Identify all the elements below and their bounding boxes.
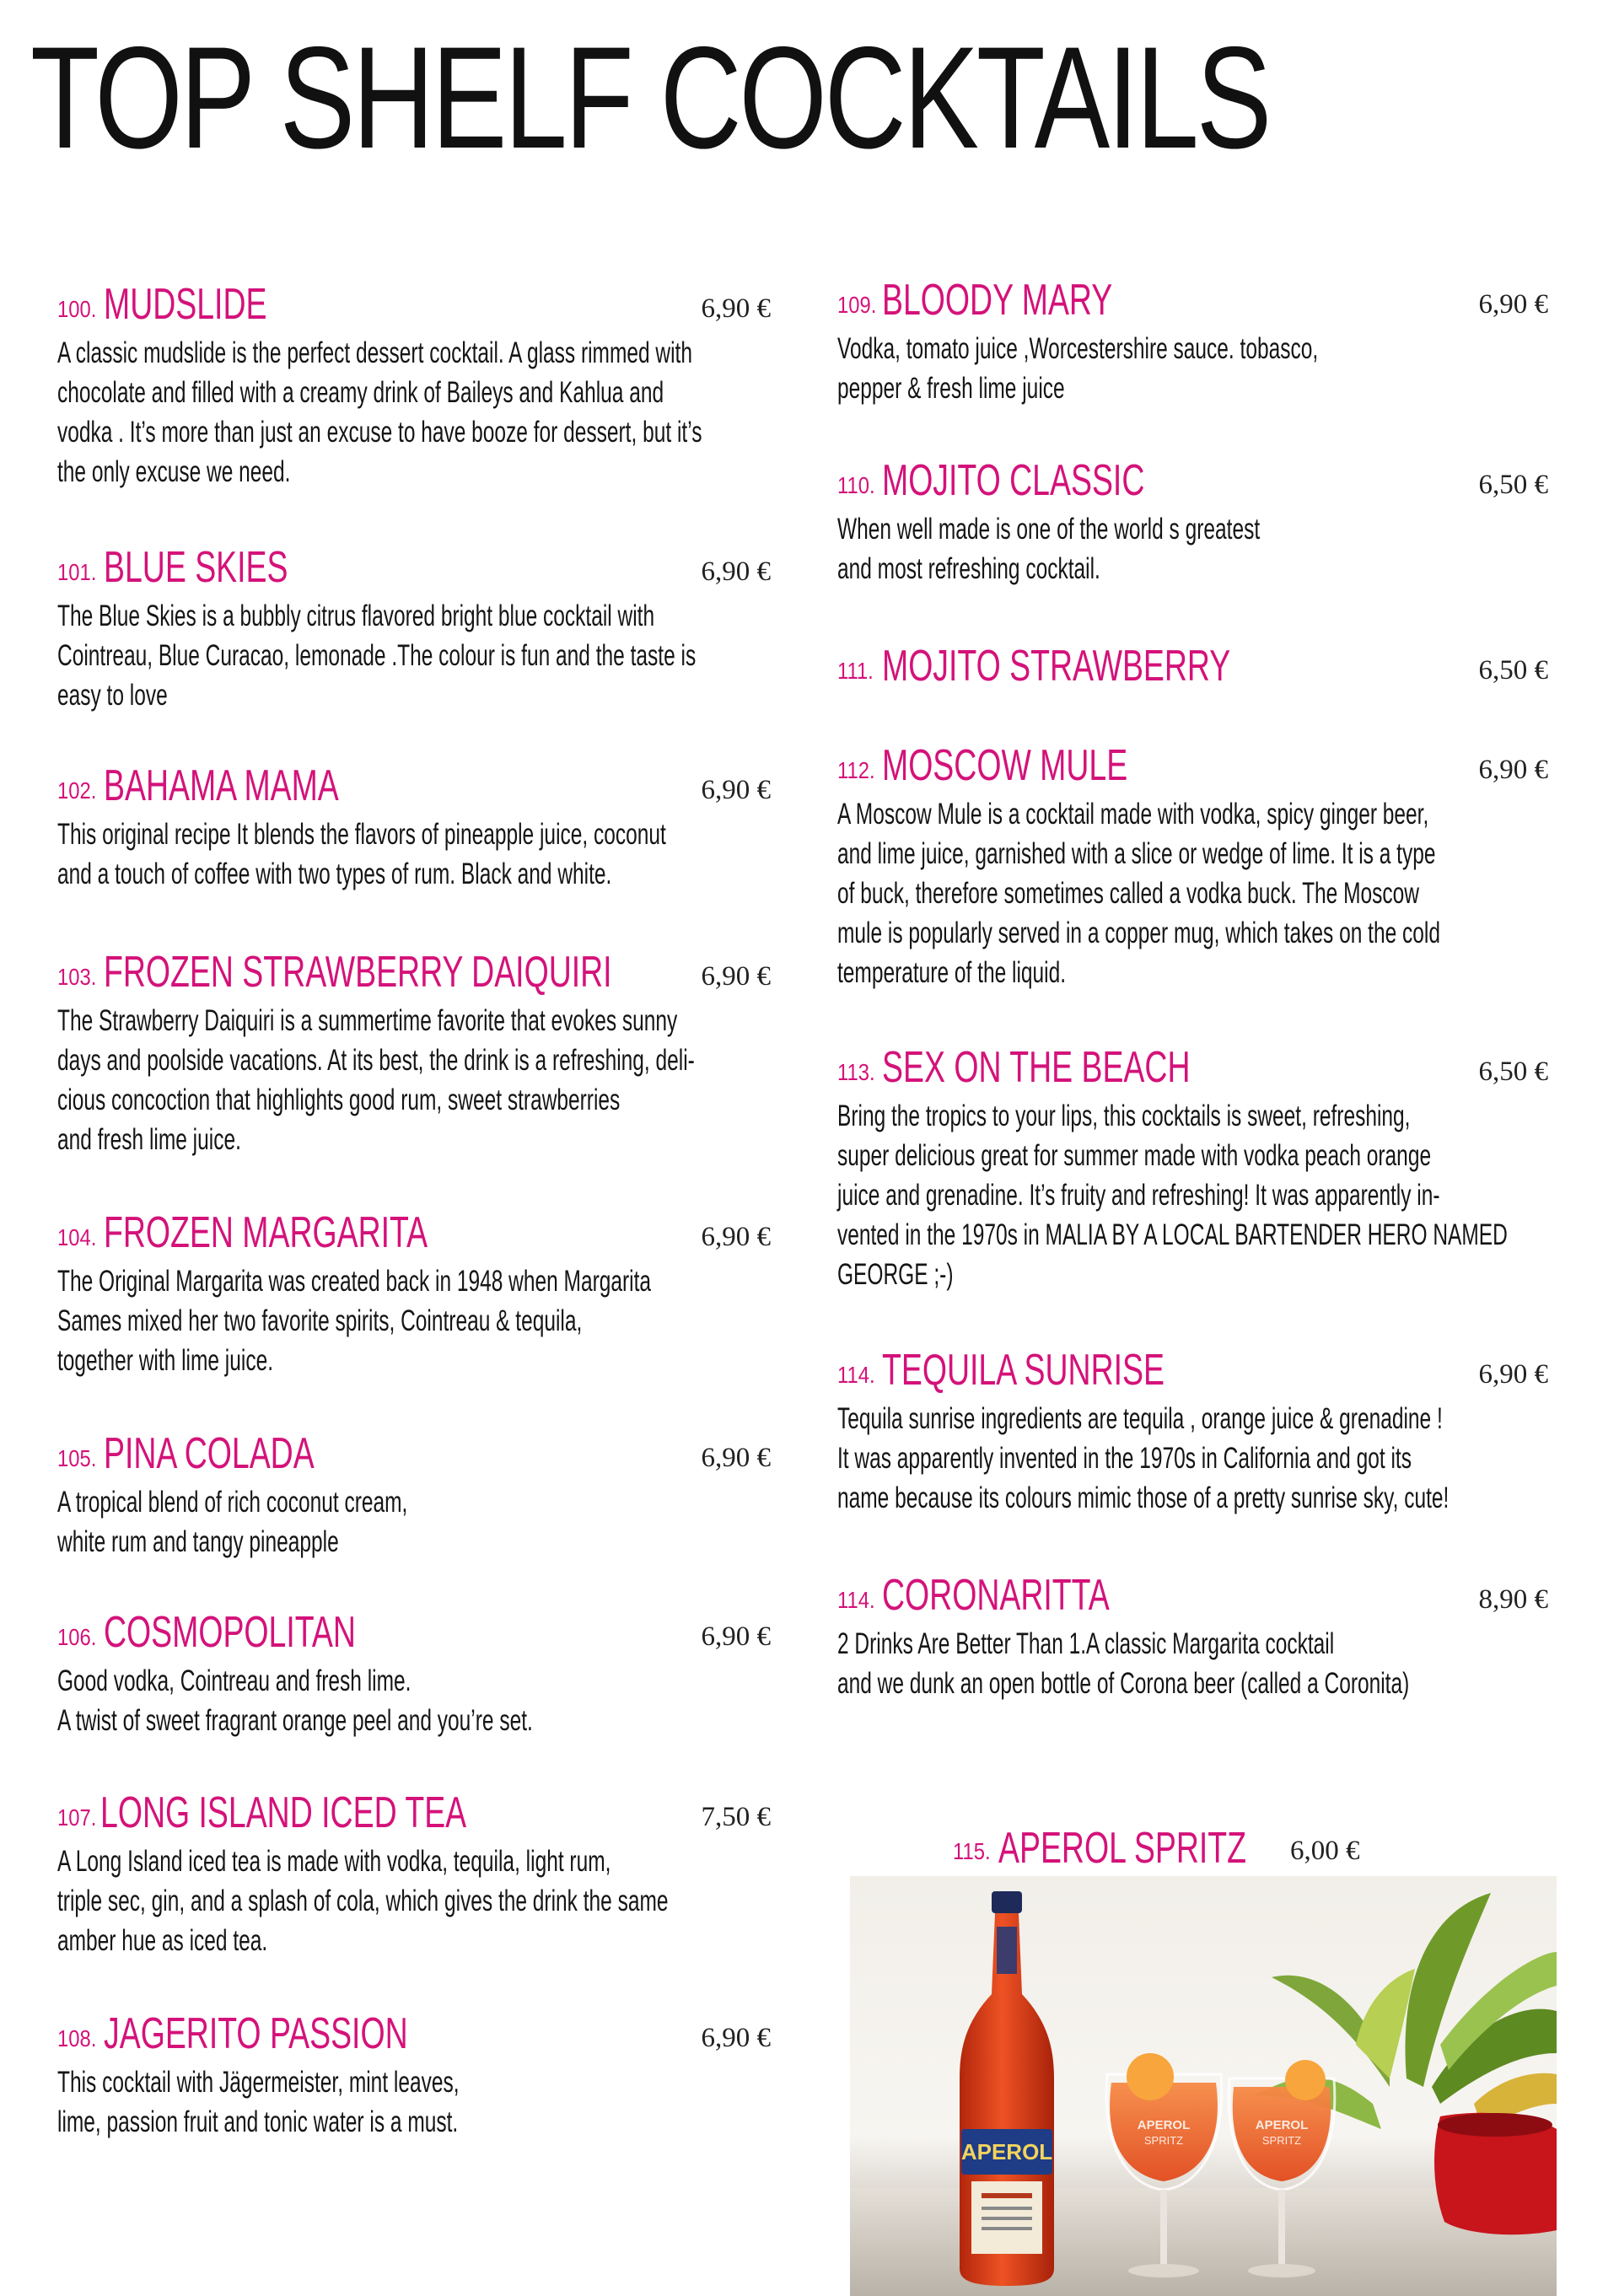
description-line: easy to love — [57, 679, 168, 712]
item-number: 112. — [837, 757, 875, 783]
item-price: 6,50 € — [1478, 1057, 1548, 1087]
description-line: The Strawberry Daiquiri is a summertime favorite that evokes sunny — [57, 1004, 678, 1037]
glass-sublabel: SPRITZ — [1143, 2134, 1184, 2147]
description-line: Tequila sunrise ingredients are tequila , orange juice & grenadine ! — [837, 1402, 1443, 1435]
description-line: and we dunk an open bottle of Corona beer (called a Coronita) — [837, 1667, 1410, 1700]
item-header — [837, 1572, 1548, 1621]
item-header — [57, 2009, 771, 2059]
description-line: and fresh lime juice. — [57, 1123, 241, 1156]
item-name: CORONARITTA — [882, 1571, 1110, 1620]
menu-item — [837, 1347, 1548, 1518]
description-line: A Long Island iced tea is made with vodka, tequila, light rum, — [57, 1845, 611, 1878]
item-header — [837, 643, 1548, 691]
item-number: 113. — [837, 1059, 875, 1085]
item-number: 106. — [57, 1624, 97, 1650]
item-header — [837, 1044, 1548, 1093]
item-number: 107. — [57, 1804, 97, 1831]
description-line: white rum and tangy pineapple — [57, 1525, 339, 1558]
description-line: vented in the 1970s in MALIA BY A LOCAL BARTENDER HERO NAMED — [837, 1218, 1508, 1251]
item-description — [57, 1261, 652, 1380]
item-price: 6,50 € — [1478, 470, 1548, 500]
menu-item — [57, 2009, 771, 2142]
item-name: COSMOPOLITAN — [104, 1608, 356, 1657]
item-description — [837, 329, 1335, 408]
menu-item — [57, 948, 771, 1159]
description-line: the only excuse we need. — [57, 455, 291, 488]
item-header — [57, 1208, 771, 1258]
glass-sublabel: SPRITZ — [1261, 2134, 1302, 2147]
description-line: 2 Drinks Are Better Than 1.A classic Margarita cocktail — [837, 1627, 1335, 1660]
item-description — [837, 794, 1440, 992]
item-name: BLOODY MARY — [882, 276, 1113, 325]
item-price: 6,90 € — [1478, 755, 1548, 785]
item-header — [837, 1347, 1548, 1395]
description-line: cious concoction that highlights good rum, sweet strawberries — [57, 1083, 621, 1116]
description-line: and lime juice, garnished with a slice or wedge of lime. It is a type — [837, 837, 1436, 870]
item-description — [57, 1661, 553, 1740]
menu-item — [837, 742, 1548, 992]
item-name: APEROL SPRITZ — [998, 1824, 1247, 1873]
item-name: BAHAMA MAMA — [104, 761, 339, 810]
item-number: 105. — [57, 1445, 97, 1471]
item-header — [57, 1788, 771, 1838]
item-number: 111. — [837, 658, 874, 684]
item-price: 6,90 € — [701, 2023, 771, 2053]
description-line: vodka . It’s more than just an excuse to have booze for dessert, but it’s — [57, 416, 702, 449]
item-description — [57, 1842, 669, 1960]
item-description — [837, 1096, 1508, 1294]
description-line: and most refreshing cocktail. — [837, 552, 1100, 585]
item-number: 100. — [57, 296, 97, 322]
item-description — [837, 1399, 1450, 1518]
aperol-photo — [850, 1876, 1557, 2296]
item-price: 6,90 € — [701, 961, 771, 992]
item-name: BLUE SKIES — [104, 543, 288, 592]
item-description — [57, 333, 702, 492]
item-name: LONG ISLAND ICED TEA — [100, 1788, 467, 1837]
description-line: This original recipe It blends the flavors of pineapple juice, coconut — [57, 818, 666, 851]
item-header — [57, 543, 771, 593]
description-line: super delicious great for summer made with vodka peach orange — [837, 1139, 1432, 1172]
menu-item — [837, 457, 1548, 589]
item-name: JAGERITO PASSION — [104, 2009, 408, 2058]
item-price: 6,90 € — [701, 557, 771, 587]
item-price: 6,90 € — [701, 1222, 771, 1252]
description-line: lime, passion fruit and tonic water is a must. — [57, 2105, 459, 2138]
item-number: 104. — [57, 1224, 97, 1250]
description-line: It was apparently invented in the 1970s in California and got its — [837, 1442, 1412, 1475]
aperol-bottle-icon — [960, 1891, 1054, 2286]
description-line: Good vodka, Cointreau and fresh lime. — [57, 1664, 411, 1697]
item-name: PINA COLADA — [104, 1429, 315, 1478]
description-line: Vodka, tomato juice ,Worcestershire sauce. tobasco, — [837, 332, 1319, 365]
description-line: The Blue Skies is a bubbly citrus flavored bright blue cocktail with — [57, 600, 655, 632]
menu-item — [57, 761, 771, 894]
glass-label: APEROL — [1137, 2118, 1191, 2132]
item-price: 6,90 € — [701, 1443, 771, 1473]
item-header — [57, 1608, 771, 1658]
item-description — [57, 2062, 553, 2142]
item-header — [837, 742, 1548, 791]
description-line: of buck, therefore sometimes called a vodka buck. The Moscow — [837, 877, 1419, 910]
item-price: 6,90 € — [701, 1621, 771, 1652]
menu-item — [57, 280, 771, 492]
item-header — [57, 1429, 771, 1479]
item-price: 6,90 € — [1478, 289, 1548, 320]
description-line: The Original Margarita was created back in 1948 when Margarita — [57, 1265, 652, 1298]
description-line: juice and grenadine. It’s fruity and refreshing! It was apparently in- — [837, 1179, 1440, 1212]
menu-item — [57, 543, 771, 715]
item-number: 102. — [57, 777, 97, 804]
item-price: 6,50 € — [1478, 655, 1548, 686]
description-line: and a touch of coffee with two types of rum. Black and white. — [57, 858, 612, 890]
description-line: A classic mudslide is the perfect dessert cocktail. A glass rimmed with — [57, 336, 692, 369]
description-line: triple sec, gin, and a splash of cola, which gives the drink the same — [57, 1885, 669, 1917]
menu-item — [57, 1429, 771, 1562]
item-name: TEQUILA SUNRISE — [882, 1346, 1164, 1395]
item-price: 8,90 € — [1478, 1584, 1548, 1615]
item-name: MUDSLIDE — [104, 280, 267, 329]
menu-item — [57, 1208, 771, 1380]
item-price: 6,90 € — [701, 775, 771, 805]
featured-item-header — [953, 1820, 1391, 1874]
description-line: name because its colours mimic those of a pretty sunrise sky, cute! — [837, 1481, 1450, 1514]
item-name: MOJITO CLASSIC — [882, 456, 1145, 505]
description-line: Cointreau, Blue Curacao, lemonade .The colour is fun and the taste is — [57, 639, 697, 672]
description-line: Bring the tropics to your lips, this cocktails is sweet, refreshing, — [837, 1100, 1411, 1132]
item-number: 114. — [837, 1587, 875, 1613]
description-line: When well made is one of the world s greatest — [837, 513, 1261, 546]
item-price: 7,50 € — [701, 1802, 771, 1832]
item-price: 6,90 € — [1478, 1359, 1548, 1390]
item-number: 114. — [837, 1362, 875, 1388]
description-line: A Moscow Mule is a cocktail made with vodka, spicy ginger beer, — [837, 798, 1429, 831]
menu-item — [57, 1788, 771, 1960]
menu-item — [837, 277, 1548, 408]
item-name: FROZEN MARGARITA — [104, 1208, 428, 1257]
item-number: 108. — [57, 2025, 97, 2051]
item-name: FROZEN STRAWBERRY DAIQUIRI — [104, 948, 612, 997]
description-line: days and poolside vacations. At its best, the drink is a refreshing, deli- — [57, 1044, 695, 1077]
menu-item — [837, 643, 1548, 691]
description-line: GEORGE ;-) — [837, 1258, 954, 1291]
item-number: 101. — [57, 559, 97, 585]
description-line: Sames mixed her two favorite spirits, Cointreau & tequila, — [57, 1304, 583, 1337]
description-line: amber hue as iced tea. — [57, 1924, 268, 1957]
item-number: 103. — [57, 964, 97, 990]
item-description — [57, 1482, 553, 1562]
menu-item — [57, 1608, 771, 1740]
item-header — [57, 280, 771, 330]
menu-item — [837, 1572, 1548, 1703]
item-name: SEX ON THE BEACH — [882, 1043, 1191, 1092]
item-number: 115. — [953, 1838, 991, 1864]
item-name: MOJITO STRAWBERRY — [882, 642, 1231, 691]
item-number: 110. — [837, 472, 875, 498]
description-line: together with lime juice. — [57, 1344, 274, 1377]
description-line: A tropical blend of rich coconut cream, — [57, 1486, 408, 1519]
page-title: TOP SHELF COCKTAILS — [30, 17, 1270, 179]
item-description — [57, 1001, 695, 1159]
item-description — [57, 596, 697, 715]
bottle-label: APEROL — [960, 2139, 1053, 2164]
description-line: pepper & fresh lime juice — [837, 372, 1065, 405]
description-line: mule is popularly served in a copper mug, which takes on the cold — [837, 917, 1440, 949]
item-description — [57, 815, 666, 894]
description-line: A twist of sweet fragrant orange peel and you’re set. — [57, 1704, 533, 1737]
item-header — [57, 948, 771, 997]
item-number: 109. — [837, 292, 877, 318]
glass-label: APEROL — [1255, 2118, 1309, 2132]
item-description — [837, 1624, 1410, 1703]
item-name: MOSCOW MULE — [882, 741, 1128, 790]
menu-item — [837, 1044, 1548, 1294]
item-header — [57, 761, 771, 811]
item-price: 6,00 € — [1290, 1836, 1360, 1866]
item-price: 6,90 € — [701, 293, 771, 324]
item-description — [837, 509, 1335, 589]
description-line: This cocktail with Jägermeister, mint leaves, — [57, 2066, 460, 2099]
item-header — [837, 277, 1548, 325]
item-header — [837, 457, 1548, 506]
description-line: chocolate and filled with a creamy drink of Baileys and Kahlua and — [57, 376, 664, 409]
description-line: temperature of the liquid. — [837, 956, 1067, 989]
